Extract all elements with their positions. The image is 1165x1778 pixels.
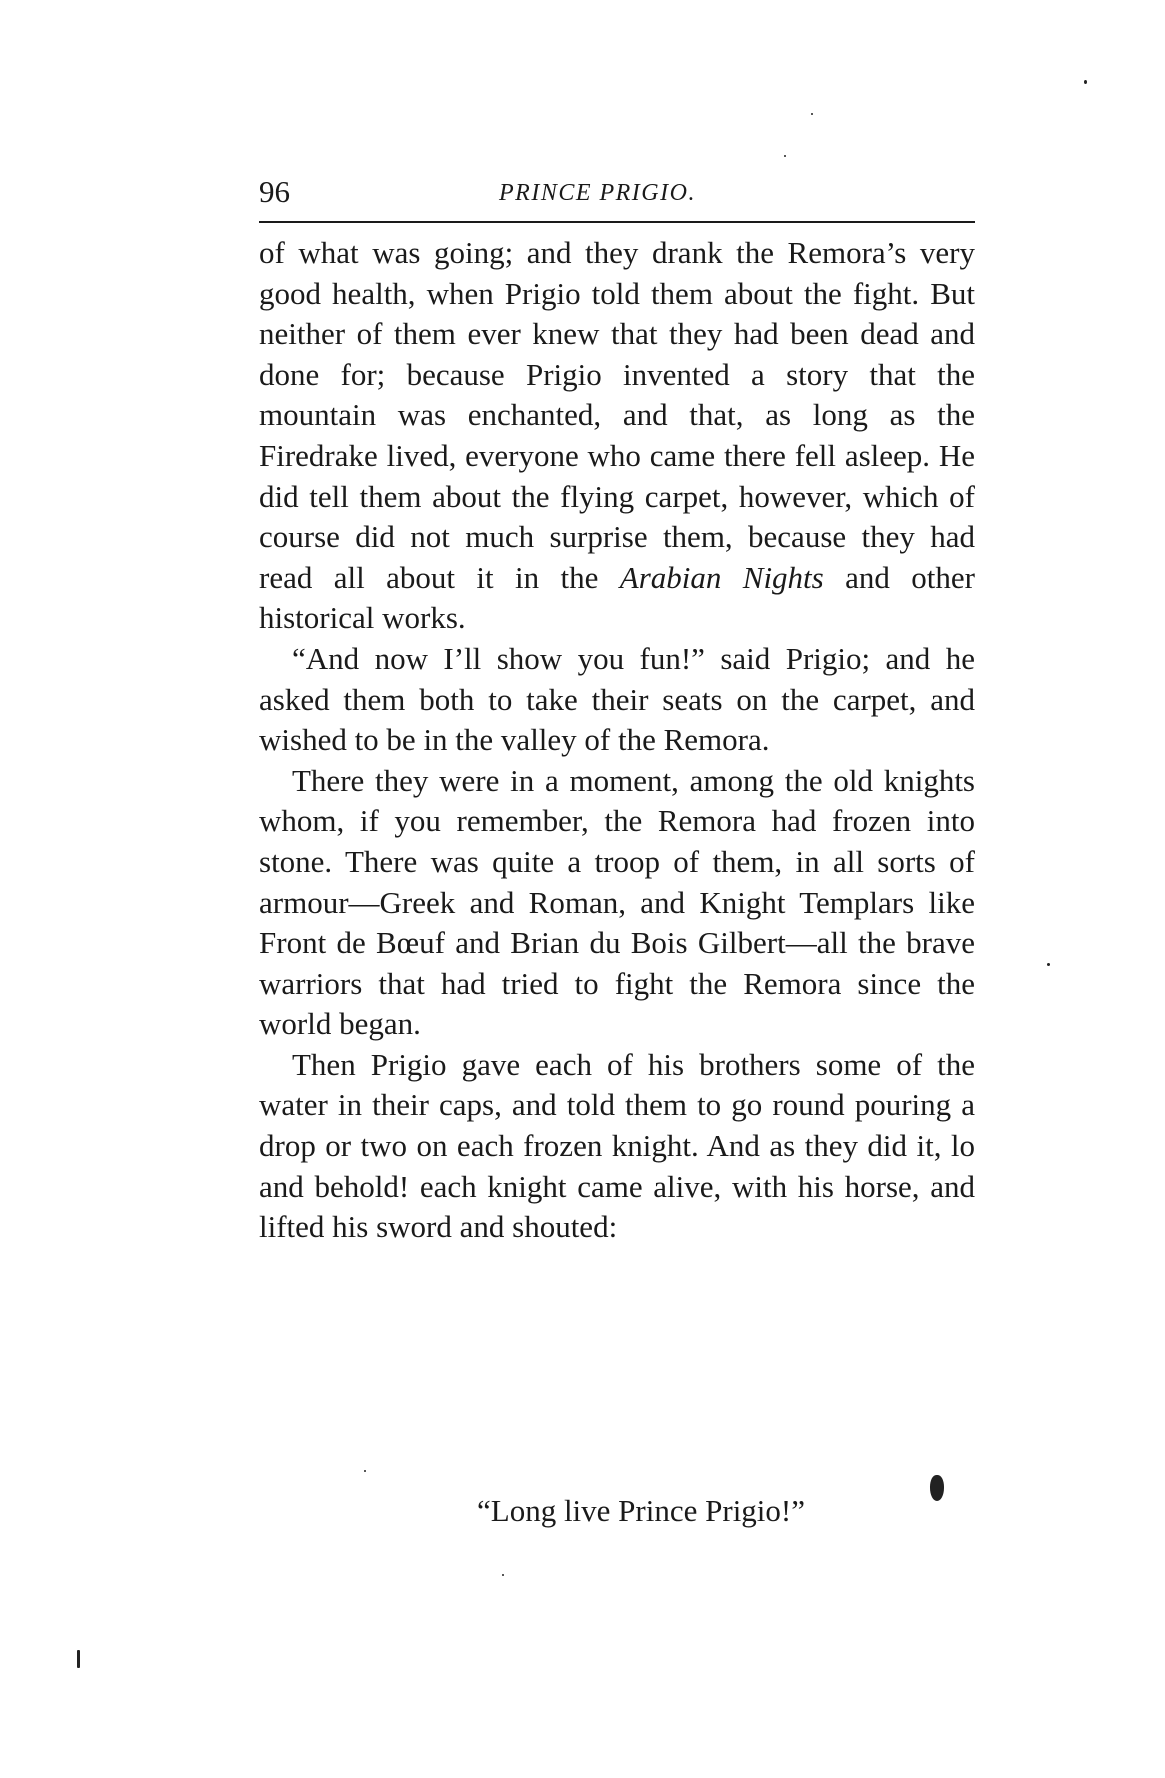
paragraph-2: “And now I’ll show you fun!” said Prigio; and he asked them both to take their seats on the carpet, and wished to be in the valley of the Remora. [259,640,975,758]
header-rule [259,221,975,223]
paragraph-4: Then Prigio gave each of his brothers some of the water in their caps, and told them to go round pouring a drop or two on each frozen knight. And as they did it, lo and behold! each knight came alive, with his horse, and lifted his sword and shouted: [259,1046,975,1245]
scan-speck [77,1650,80,1668]
paragraph-1-text: of what was going; and they drank the Remora’s very good health, when Prigio told them about the fight. But neither of them ever knew that they had been dead and done for; because Prigio invented a story that the mountain was enchanted, and that, as long as the Firedrake lived, everyone who came there fell asleep. He did tell them about the flying carpet, however, which of course did not much surprise them, because they had read all about it in the [259,235,975,595]
page-number: 96 [259,174,290,209]
scan-speck [1084,80,1087,84]
ink-blot [930,1475,944,1501]
body-text [259,233,975,1248]
scan-speck [1047,963,1050,966]
page-header [259,168,975,212]
scan-speck [364,1470,366,1472]
scan-speck [784,155,786,157]
paragraph-1-end: and other historical works. [259,559,975,636]
scan-speck [811,113,813,115]
paragraph-1 [259,233,975,639]
acclaim-text: “Long live Prince Prigio!” [477,1493,805,1528]
acclaim-line [259,1491,975,1531]
scan-speck [502,1574,504,1576]
paragraph-3: There they were in a moment, among the old knights whom, if you remember, the Remora had frozen into stone. There was quite a troop of them, in all sorts of armour—Greek and Roman, and Knight Templars like Front de Bœuf and Brian du Bois Gilbert—all the brave warriors that had tried to fight the Remora since the world began. [259,762,975,1042]
paragraph-1-italic-title: Arabian Nights [619,559,824,595]
running-title: PRINCE PRIGIO. [499,180,696,206]
